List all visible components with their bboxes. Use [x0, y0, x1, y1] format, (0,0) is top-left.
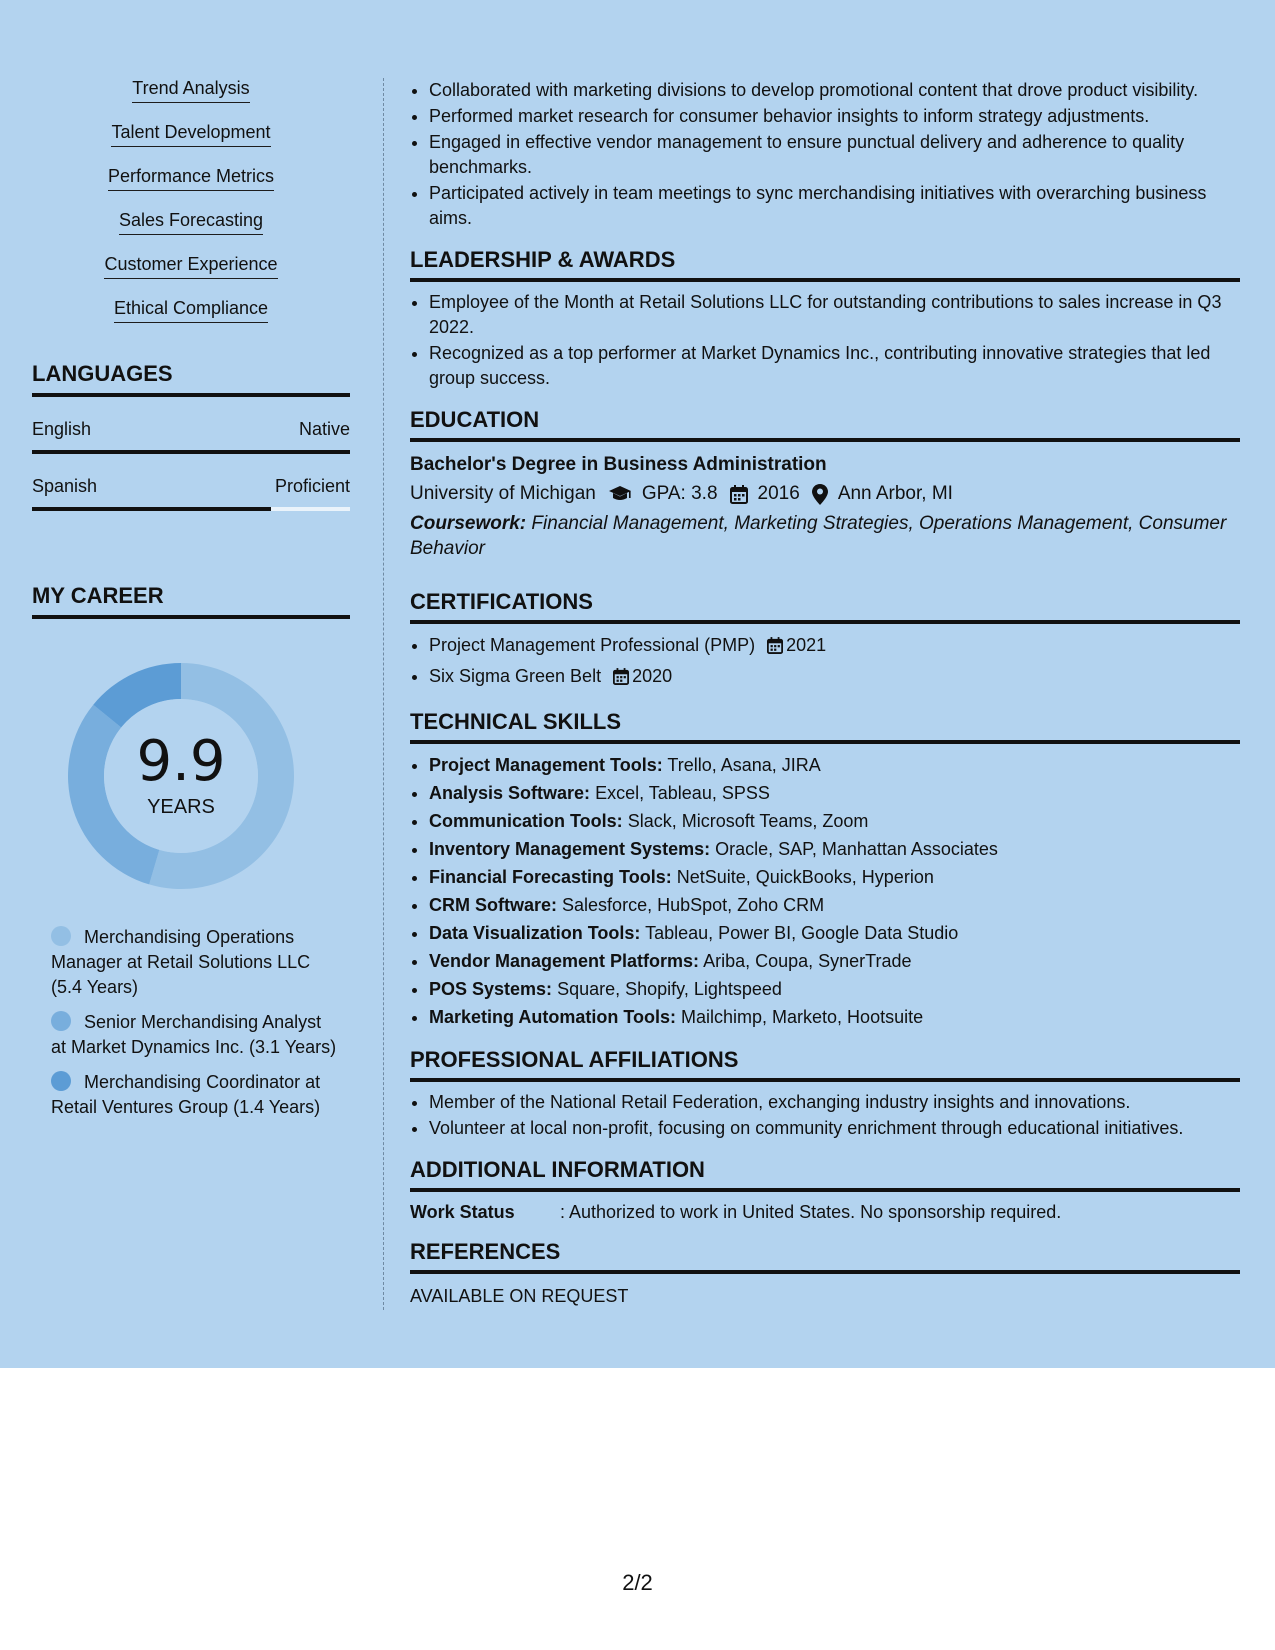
leadership-item: • Employee of the Month at Retail Solutions LLC for outstanding contributions to sales increase in Q3 2022. [429, 290, 1240, 340]
additional-info-heading: ADDITIONAL INFORMATION [410, 1157, 1240, 1192]
legend-dot [51, 1071, 71, 1091]
column-divider [383, 78, 384, 1310]
affiliation-item: • Member of the National Retail Federation, exchanging industry insights and innovations. [429, 1090, 1240, 1115]
education-location: Ann Arbor, MI [837, 483, 953, 504]
technical-skill: • Data Visualization Tools: Tableau, Power BI, Google Data Studio [429, 920, 1240, 947]
skill-item: Customer Experience [32, 254, 350, 279]
education-school: University of Michigan [410, 483, 596, 504]
technical-skill: • CRM Software: Salesforce, HubSpot, Zoho CRM [429, 892, 1240, 919]
map-pin-icon [812, 484, 828, 505]
calendar-icon [613, 666, 629, 693]
education-heading: EDUCATION [410, 407, 1240, 442]
language-item [32, 476, 350, 511]
experience-bullet: • Participated actively in team meetings to sync merchandising initiatives with overarching business aims. [429, 181, 1240, 231]
career-heading: MY CAREER [32, 583, 350, 619]
technical-skill: • Financial Forecasting Tools: NetSuite, QuickBooks, Hyperion [429, 864, 1240, 891]
technical-skill: • Vendor Management Platforms: Ariba, Coupa, SynerTrade [429, 948, 1240, 975]
certification-year: 2020 [632, 666, 673, 686]
education-year: 2016 [757, 483, 800, 504]
language-bar-fill [32, 507, 271, 511]
legend-dot [51, 926, 71, 946]
page-number: 2/2 [622, 1570, 653, 1595]
skill-item: Performance Metrics [32, 166, 350, 191]
career-role: Merchandising Operations Manager at Retail Solutions LLC (5.4 Years) [51, 927, 311, 997]
skills-list [32, 78, 350, 323]
main-content [410, 78, 1240, 1307]
references-text: AVAILABLE ON REQUEST [410, 1286, 629, 1306]
skill-item: Ethical Compliance [32, 298, 350, 323]
skill-item: Sales Forecasting [32, 210, 350, 235]
technical-skill: • Project Management Tools: Trello, Asana, JIRA [429, 752, 1240, 779]
certification-item: • Project Management Professional (PMP) 2021 [429, 632, 1240, 662]
career-legend [51, 925, 341, 1120]
leadership-list [410, 290, 1240, 391]
education-gpa: GPA: 3.8 [641, 483, 718, 504]
experience-bullet: • Collaborated with marketing divisions to develop promotional content that drove product visibility. [429, 78, 1240, 103]
sidebar [32, 78, 350, 1130]
certifications-heading: CERTIFICATIONS [410, 589, 1240, 624]
skill-item: Trend Analysis [32, 78, 350, 103]
technical-skill: • Marketing Automation Tools: Mailchimp, Marketo, Hootsuite [429, 1004, 1240, 1031]
language-level: Proficient [274, 476, 350, 496]
career-role: Senior Merchandising Analyst at Market Dynamics Inc. (3.1 Years) [51, 1012, 337, 1057]
language-name: Spanish [32, 476, 98, 496]
graduation-cap-icon [608, 485, 632, 503]
affiliations-list [410, 1090, 1240, 1141]
references-heading: REFERENCES [410, 1239, 1240, 1274]
technical-skills-list [410, 752, 1240, 1031]
career-role: Merchandising Coordinator at Retail Ventures Group (1.4 Years) [51, 1072, 321, 1117]
coursework-label: Coursework: [410, 513, 527, 534]
affiliations-heading: PROFESSIONAL AFFILIATIONS [410, 1047, 1240, 1082]
language-bar [32, 507, 350, 511]
technical-skill: • POS Systems: Square, Shopify, Lightspeed [429, 976, 1240, 1003]
education-coursework: Coursework: Financial Management, Marketing Strategies, Operations Management, Consumer Behavior [410, 513, 1227, 559]
language-name: English [32, 419, 92, 439]
work-status-row [410, 1202, 1240, 1223]
calendar-icon [767, 635, 783, 662]
certification-item: • Six Sigma Green Belt 2020 [429, 663, 1240, 693]
skill-item: Talent Development [32, 122, 350, 147]
experience-bullet: • Performed market research for consumer behavior insights to inform strategy adjustments. [429, 104, 1240, 129]
education-details [410, 483, 1240, 505]
legend-dot [51, 1011, 71, 1031]
experience-bullet: • Engaged in effective vendor management to ensure punctual delivery and adherence to quality benchmarks. [429, 130, 1240, 180]
career-donut [66, 661, 296, 891]
work-status-label: Work Status [410, 1202, 515, 1222]
technical-skill: • Inventory Management Systems: Oracle, SAP, Manhattan Associates [429, 836, 1240, 863]
leadership-heading: LEADERSHIP & AWARDS [410, 247, 1240, 282]
experience-bullets [410, 78, 1240, 231]
technical-skills-heading: TECHNICAL SKILLS [410, 709, 1240, 744]
language-level: Native [298, 419, 350, 439]
languages-heading: LANGUAGES [32, 361, 350, 397]
technical-skill: • Analysis Software: Excel, Tableau, SPSS [429, 780, 1240, 807]
language-item [32, 419, 350, 454]
education-degree: Bachelor's Degree in Business Administration [410, 454, 827, 475]
certification-year: 2021 [786, 635, 827, 655]
leadership-item: • Recognized as a top performer at Market Dynamics Inc., contributing innovative strategies that led group success. [429, 341, 1240, 391]
language-bar [32, 450, 350, 454]
language-bar-fill [32, 450, 350, 454]
calendar-icon [730, 485, 748, 504]
career-total-unit: YEARS [147, 795, 215, 818]
work-status-value: : Authorized to work in United States. No sponsorship required. [560, 1202, 1062, 1222]
technical-skill: • Communication Tools: Slack, Microsoft Teams, Zoom [429, 808, 1240, 835]
certifications-list [410, 632, 1240, 693]
affiliation-item: • Volunteer at local non-profit, focusing on community enrichment through educational initiatives. [429, 1116, 1240, 1141]
career-total-years: 9.9 [136, 728, 226, 794]
